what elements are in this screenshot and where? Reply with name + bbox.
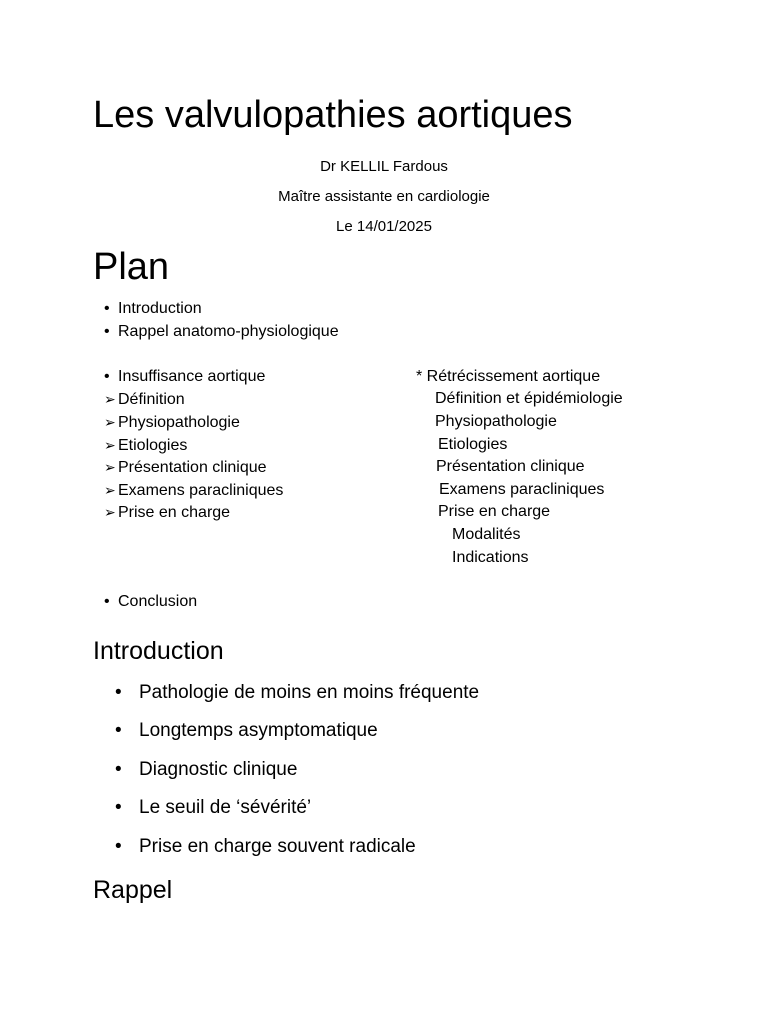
plan-left-item: ➢ Etiologies xyxy=(104,437,188,454)
author-role: Maître assistante en cardiologie xyxy=(278,188,490,205)
document-date: Le 14/01/2025 xyxy=(336,218,432,235)
plan-right-item: Présentation clinique xyxy=(436,458,585,475)
rappel-heading: Rappel xyxy=(93,876,173,904)
plan-right-subitem: Indications xyxy=(452,549,529,566)
introduction-list-item: • Pathologie de moins en moins fréquente xyxy=(139,681,479,705)
plan-right-item: Examens paracliniques xyxy=(439,481,605,498)
plan-left-heading: • Insuffisance aortique xyxy=(118,367,265,387)
plan-item-rappel: • Rappel anatomo-physiologique xyxy=(118,322,339,342)
plan-left-item: ➢ Examens paracliniques xyxy=(104,482,284,499)
introduction-list-item: • Longtemps asymptomatique xyxy=(139,719,378,743)
author-name: Dr KELLIL Fardous xyxy=(320,158,448,175)
introduction-list-item: • Prise en charge souvent radicale xyxy=(139,835,416,859)
plan-right-item: Prise en charge xyxy=(438,503,551,520)
arrow-bullet-icon: ➢ xyxy=(104,504,116,520)
plan-left-item: ➢ Prise en charge xyxy=(104,504,231,521)
plan-right-subitem: Modalités xyxy=(452,526,521,543)
plan-heading: Plan xyxy=(93,246,170,288)
plan-left-item: ➢ Présentation clinique xyxy=(104,459,267,476)
introduction-list-item: • Le seuil de ‘sévérité’ xyxy=(139,796,311,820)
plan-right-item: Définition et épidémiologie xyxy=(435,390,623,407)
plan-left-item: ➢ Physiopathologie xyxy=(104,414,240,431)
arrow-bullet-icon: ➢ xyxy=(104,482,116,498)
plan-left-item: ➢ Définition xyxy=(104,391,185,408)
plan-right-heading: * Rétrécissement aortique xyxy=(416,368,601,385)
document-title: Les valvulopathies aortiques xyxy=(93,94,573,136)
plan-right-item: Physiopathologie xyxy=(435,413,557,430)
arrow-bullet-icon: ➢ xyxy=(104,437,116,453)
introduction-heading: Introduction xyxy=(93,637,224,665)
introduction-list-item: • Diagnostic clinique xyxy=(139,758,297,782)
plan-item-introduction: • Introduction xyxy=(118,299,202,319)
arrow-bullet-icon: ➢ xyxy=(104,459,116,475)
plan-right-item: Etiologies xyxy=(438,436,508,453)
arrow-bullet-icon: ➢ xyxy=(104,414,116,430)
arrow-bullet-icon: ➢ xyxy=(104,391,116,407)
plan-item-conclusion: • Conclusion xyxy=(118,592,197,612)
